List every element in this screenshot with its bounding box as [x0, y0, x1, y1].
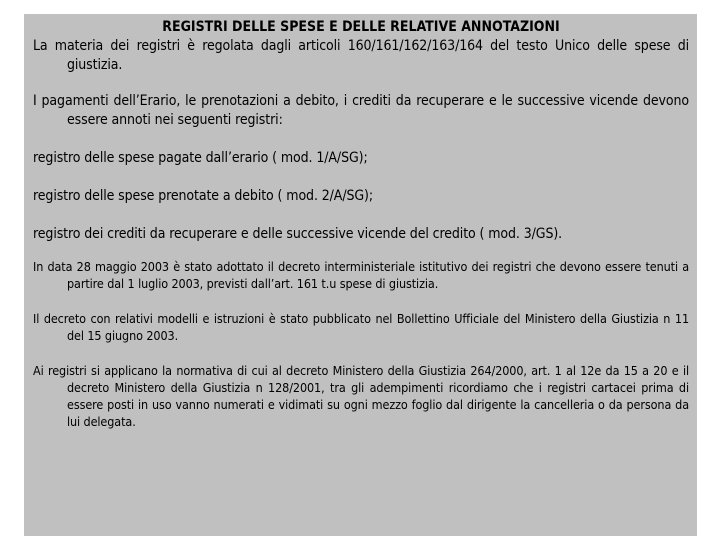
- paragraph-register-2: registro delle spese prenotate a debito ( mod. 2/A/SG);: [33, 188, 373, 204]
- paragraph-decree-publication: Il decreto con relativi modelli e istruzioni è stato pubblicato nel Bollettino Ufficiale del Ministero della Giustizia n 11 del 15 giugno 2003.: [33, 311, 689, 343]
- paragraph-register-3: registro dei crediti da recuperare e delle successive vicende del credito ( mod. 3/GS).: [33, 226, 563, 242]
- slide-panel: [24, 14, 697, 536]
- paragraph-legal-basis: La materia dei registri è regolata dagli articoli 160/161/162/163/164 del testo Unico delle spese di giustizia.: [33, 38, 689, 73]
- paragraph-applicable-rules: Ai registri si applicano la normativa di cui al decreto Ministero della Giustizia 264/2000, art. 1 al 12e da 15 a 20 e il decreto Ministero della Giustizia n 128/2001, tra gli adempimenti ricordiamo che i registri cartacei prima di essere posti in uso vanno numerati e vidimati su ogni mezzo foglio dal dirigente la cancelleria o da persona da lui delegata.: [33, 363, 689, 429]
- paragraph-decree-adoption: In data 28 maggio 2003 è stato adottato il decreto interministeriale istitutivo dei registri che devono essere tenuti a partire dal 1 luglio 2003, previsti dall’art. 161 t.u spese di giustizia.: [33, 259, 689, 291]
- slide-title: REGISTRI DELLE SPESE E DELLE RELATIVE ANNOTAZIONI: [162, 19, 560, 35]
- paragraph-registers-intro: I pagamenti dell’Erario, le prenotazioni a debito, i crediti da recuperare e le successive vicende devono essere annoti nei seguenti registri:: [33, 93, 689, 128]
- paragraph-register-1: registro delle spese pagate dall’erario ( mod. 1/A/SG);: [33, 150, 368, 166]
